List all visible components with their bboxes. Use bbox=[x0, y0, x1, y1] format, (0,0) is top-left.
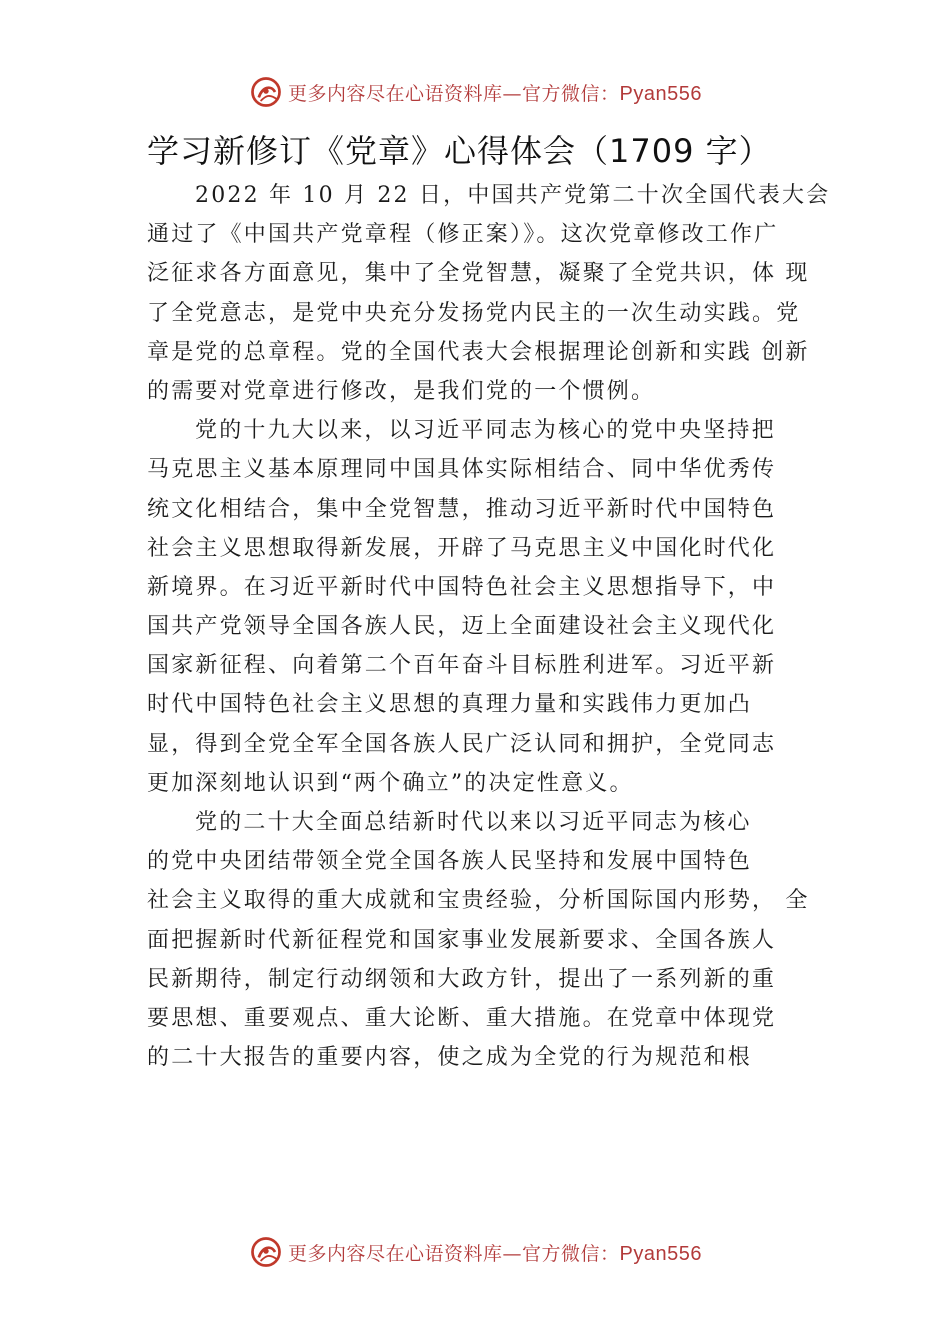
paragraph bbox=[147, 411, 827, 803]
document-title: 学习新修订《党章》心得体会（1709 字） bbox=[147, 132, 772, 170]
paragraph-line: 2022 年 10 月 22 日，中国共产党第二十次全国代表大会 bbox=[195, 183, 831, 208]
watermark-text bbox=[288, 79, 702, 106]
paragraph-line: 通过了《中国共产党章程（修正案）》。这次党章修改工作广 bbox=[147, 222, 779, 248]
footer-watermark bbox=[0, 1232, 950, 1272]
paragraph-line: 统文化相结合，集中全党智慧，推动习近平新时代中国特色 bbox=[147, 496, 777, 522]
wechat-id: Pyan556 bbox=[619, 82, 702, 105]
swirl-logo-icon bbox=[248, 74, 284, 110]
paragraph-line: 党的十九大以来，以习近平同志为核心的党中央坚持把 bbox=[195, 418, 776, 444]
paragraph-line: 更加深刻地认识到“两个确立”的决定性意义。 bbox=[147, 770, 634, 796]
header-watermark bbox=[0, 72, 950, 112]
paragraph bbox=[147, 176, 831, 411]
swirl-logo-icon bbox=[248, 1234, 284, 1270]
document-body bbox=[147, 176, 831, 1077]
paragraph-line: 的党中央团结带领全党全国各族人民坚持和发展中国特色 bbox=[147, 849, 753, 875]
paragraph-line: 了全党意志，是党中央充分发扬党内民主的一次生动实践。党 bbox=[147, 300, 801, 326]
paragraph-line: 的二十大报告的重要内容，使之成为全党的行为规范和根 bbox=[147, 1045, 753, 1071]
paragraph-line: 新境界。在习近平新时代中国特色社会主义思想指导下，中 bbox=[147, 574, 777, 600]
wechat-id: Pyan556 bbox=[619, 1242, 702, 1265]
watermark-label: 更多内容尽在心语资料库—官方微信： bbox=[288, 1242, 620, 1265]
watermark-label: 更多内容尽在心语资料库—官方微信： bbox=[288, 82, 620, 105]
paragraph-line: 的需要对党章进行修改，是我们党的一个惯例。 bbox=[147, 378, 656, 404]
paragraph-line: 民新期待，制定行动纲领和大政方针，提出了一系列新的重 bbox=[147, 966, 777, 992]
paragraph-line: 泛征求各方面意见，集中了全党智慧，凝聚了全党共识，体 现 bbox=[147, 261, 810, 287]
paragraph-line: 国家新征程、向着第二个百年奋斗目标胜利进军。习近平新 bbox=[147, 653, 777, 679]
paragraph-line: 国共产党领导全国各族人民，迈上全面建设社会主义现代化 bbox=[147, 614, 777, 640]
paragraph-line: 章是党的总章程。党的全国代表大会根据理论创新和实践 创新 bbox=[147, 339, 810, 365]
paragraph-line: 党的二十大全面总结新时代以来以习近平同志为核心 bbox=[195, 810, 752, 835]
paragraph-line: 面把握新时代新征程党和国家事业发展新要求、全国各族人 bbox=[147, 927, 777, 953]
paragraph-line: 时代中国特色社会主义思想的真理力量和实践伟力更加凸 bbox=[147, 692, 753, 718]
paragraph-line: 社会主义思想取得新发展，开辟了马克思主义中国化时代化 bbox=[147, 535, 777, 561]
paragraph-line: 马克思主义基本原理同中国具体实际相结合、同中华优秀传 bbox=[147, 457, 777, 483]
paragraph-line: 显，得到全党全军全国各族人民广泛认同和拥护，全党同志 bbox=[147, 731, 777, 757]
paragraph-line: 要思想、重要观点、重大论断、重大措施。在党章中体现党 bbox=[147, 1005, 777, 1031]
paragraph-line: 社会主义取得的重大成就和宝贵经验，分析国际国内形势， 全 bbox=[147, 888, 810, 914]
paragraph bbox=[147, 803, 827, 1077]
watermark-text bbox=[288, 1239, 702, 1266]
